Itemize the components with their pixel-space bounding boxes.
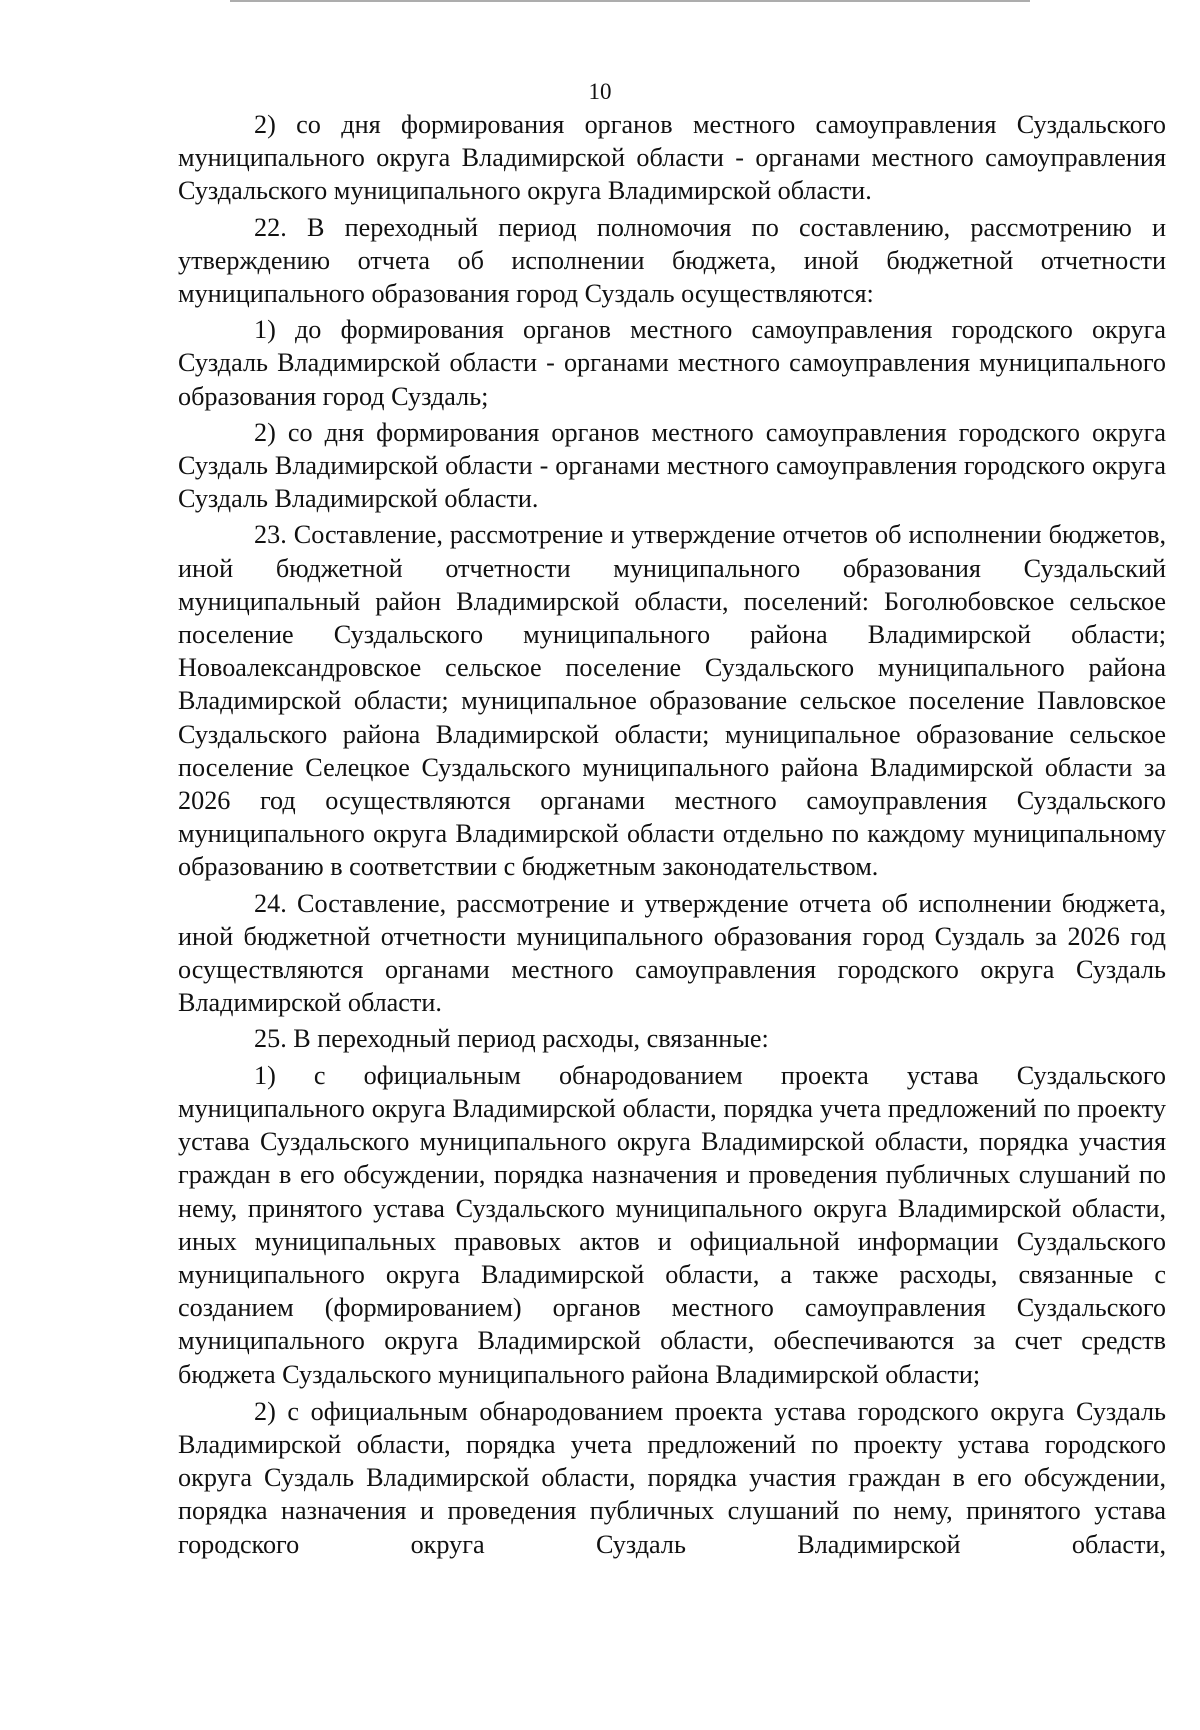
- paragraph-25: 25. В переходный период расходы, связанные:: [254, 1024, 769, 1054]
- page-number: 10: [588, 79, 612, 104]
- paragraph-22: 22. В переходный период полномочия по составлению, рассмотрению и утверждению отчета об исполнении бюджета, иной бюджетной отчетности муниципального образования город Суздаль осуществляются:: [178, 212, 1166, 309]
- paragraph-25-item-2: 2) с официальным обнародованием проекта устава городского округа Суздаль Владимирской области, порядка учета предложений по проекту устава городского округа Суздаль Владимирской области, порядка участия граждан в его обсуждении, порядка назначения и проведения публичных слушаний по нему, принятого устава городского округа Суздаль Владимирской области,: [178, 1396, 1166, 1559]
- paragraph-22-item-2: 2) со дня формирования органов местного самоуправления городского округа Суздаль Владимирской области - органами местного самоуправления городского округа Суздаль Владимирской области.: [178, 417, 1166, 514]
- paragraph-22-item-1: 1) до формирования органов местного самоуправления городского округа Суздаль Владимирской области - органами местного самоуправления муниципального образования город Суздаль;: [178, 315, 1166, 411]
- paragraph-24: 24. Составление, рассмотрение и утверждение отчета об исполнении бюджета, иной бюджетной отчетности муниципального образования город Суздаль за 2026 год осуществляются органами местного самоуправления городского округа Суздаль Владимирской области.: [178, 888, 1166, 1018]
- paragraph-25-item-1: 1) с официальным обнародованием проекта устава Суздальского муниципального округа Владимирской области, порядка учета предложений по проекту устава Суздальского муниципального округа Владимирской области, порядка участия граждан в его обсуждении, порядка назначения и проведения публичных слушаний по нему, принятого устава Суздальского муниципального округа Владимирской области, иных муниципальных правовых актов и официальной информации Суздальского муниципального округа Владимирской области, а также расходы, связанные с созданием (формированием) органов местного самоуправления Суздальского муниципального округа Владимирской области, обеспечиваются за счет средств бюджета Суздальского муниципального района Владимирской области;: [178, 1060, 1166, 1389]
- paragraph-23: 23. Составление, рассмотрение и утверждение отчетов об исполнении бюджетов, иной бюджетной отчетности муниципального образования Суздальский муниципальный район Владимирской области, поселений: Боголюбовское сельское поселение Суздальского муниципального района Владимирской области; Новоалександровское сельское поселение Суздальского муниципального района Владимирской области; муниципальное образование сельское поселение Павловское Суздальского района Владимирской области; муниципальное образование сельское поселение Селецкое Суздальского муниципального района Владимирской области за 2026 год осуществляются органами местного самоуправления Суздальского муниципального округа Владимирской области отдельно по каждому муниципальному образованию в соответствии с бюджетным законодательством.: [178, 520, 1166, 882]
- scan-edge-line: [230, 0, 1030, 2]
- document-body: [178, 108, 1166, 1561]
- paragraph-21-item-2: 2) со дня формирования органов местного самоуправления Суздальского муниципального округа Владимирской области - органами местного самоуправления Суздальского муниципального округа Владимирской области.: [178, 110, 1166, 206]
